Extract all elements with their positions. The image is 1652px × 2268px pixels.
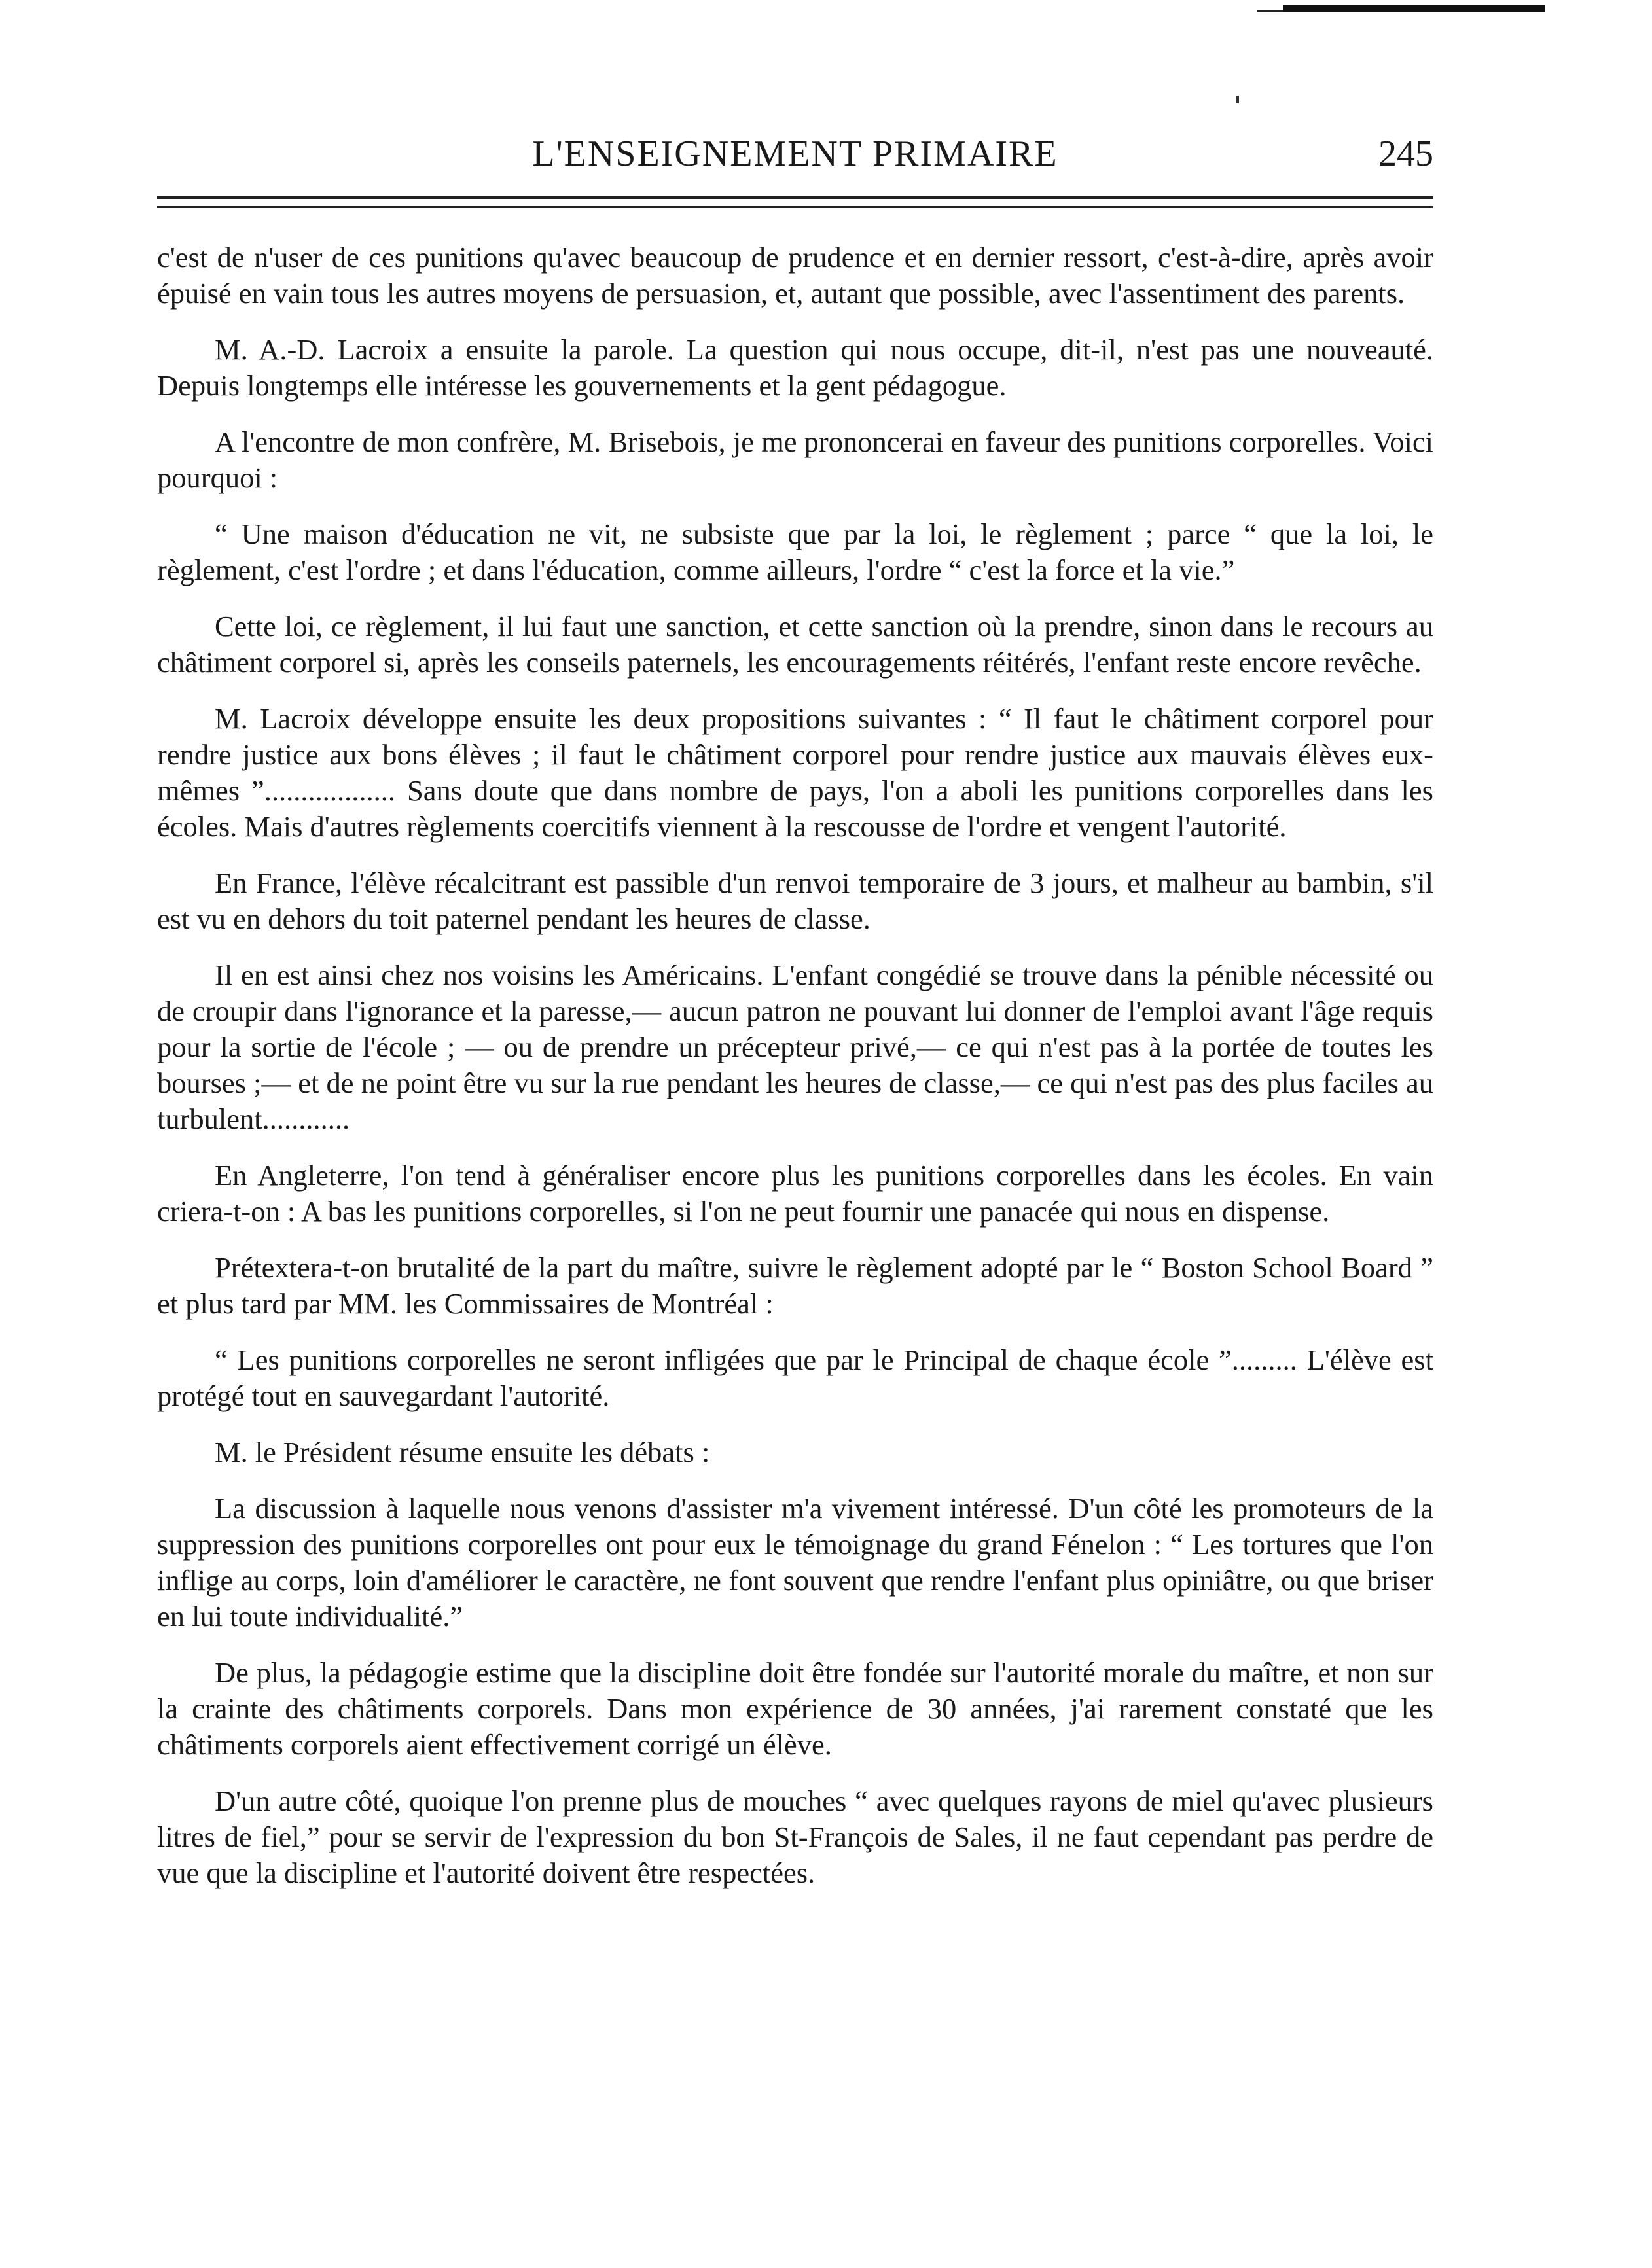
header-double-rule (157, 196, 1433, 208)
running-title: L'ENSEIGNEMENT PRIMAIRE (532, 133, 1058, 174)
paragraph-pedagogie: De plus, la pédagogie estime que la discipline doit être fondée sur l'autorité morale du maître, et non sur la crainte des châtiments corporels. Dans mon expérience de 30 années, j'ai rarement constaté que les châtiments corporels aient effectivement corrigé un élève. (157, 1656, 1433, 1761)
paragraph-autre-cote: D'un autre côté, quoique l'on prenne plus de mouches “ avec quelques rayons de miel qu'avec plusieurs litres de fiel,” pour se servir de l'expression du bon St-François de Sales, il ne faut cependant pas perdre de vue que la discipline et l'autorité doivent être respectées. (157, 1784, 1433, 1889)
quote-maison-education: “ Une maison d'éducation ne vit, ne subsiste que par la loi, le règlement ; parce “ que la loi, le règlement, c'est l'ordre ; et dans l'éducation, comme ailleurs, l'ordre “ c'est la force et la vie.” (157, 518, 1433, 586)
paragraph-france: En France, l'élève récalcitrant est passible d'un renvoi temporaire de 3 jours, et malheur au bambin, s'il est vu en dehors du toit paternel pendant les heures de classe. (157, 866, 1433, 935)
body-text (157, 239, 1433, 1911)
paragraph-discussion: La discussion à laquelle nous venons d'assister m'a vivement intéressé. D'un côté les promoteurs de la suppression des punitions corporelles ont pour eux le témoignage du grand Fénelon : “ Les tortures que l'on inflige au corps, loin d'améliorer le caractère, ne font souvent que rendre l'enfant plus opiniâtre, ou que briser en lui toute individualité.” (157, 1492, 1433, 1633)
paragraph-sanction: Cette loi, ce règlement, il lui faut une sanction, et cette sanction où la prendre, sinon dans le recours au châtiment corporel si, après les conseils paternels, les encouragements réitérés, l'enfant reste encore revêche. (157, 610, 1433, 679)
page-number: 245 (1378, 133, 1433, 174)
print-speck (1236, 96, 1239, 103)
paragraph-americains: Il en est ainsi chez nos voisins les Américains. L'enfant congédié se trouve dans la pénible nécessité ou de croupir dans l'ignorance et la paresse,— aucun patron ne pouvant lui donner de l'emploi avant l'âge requis pour la sortie de l'école ; — ou de prendre un précepteur privé,— ce qui n'est pas à la portée de toutes les bourses ;— et de ne point être vu sur la rue pendant les heures de classe,— ce qui n'est pas des plus faciles au turbulent............ (157, 959, 1433, 1135)
paragraph-continuation: c'est de n'user de ces punitions qu'avec beaucoup de prudence et en dernier ressort, c'est-à-dire, après avoir épuisé en vain tous les autres moyens de persuasion, et, autant que possible, avec l'assentiment des parents. (157, 241, 1433, 310)
paragraph-brisebois: A l'encontre de mon confrère, M. Brisebois, je me prononcerai en faveur des punitions corporelles. Voici pourquoi : (157, 425, 1433, 494)
corner-rule (1283, 5, 1545, 14)
paragraph-pretextera: Prétextera-t-on brutalité de la part du maître, suivre le règlement adopté par le “ Boston School Board ” et plus tard par MM. les Commissaires de Montréal : (157, 1251, 1433, 1320)
running-head (157, 124, 1433, 183)
paragraph-angleterre: En Angleterre, l'on tend à généraliser encore plus les punitions corporelles dans les écoles. En vain criera-t-on : A bas les punitions corporelles, si l'on ne peut fournir une panacée qui nous en dispense. (157, 1159, 1433, 1228)
quote-principal: “ Les punitions corporelles ne seront infligées que par le Principal de chaque école ”......... L'élève est protégé tout en sauvegardant l'autorité. (157, 1343, 1433, 1412)
paragraph-lacroix-intro: M. A.-D. Lacroix a ensuite la parole. La question qui nous occupe, dit-il, n'est pas une nouveauté. Depuis longtemps elle intéresse les gouvernements et la gent pédagogue. (157, 333, 1433, 402)
paragraph-president: M. le Président résume ensuite les débats : (215, 1436, 710, 1468)
paragraph-propositions: M. Lacroix développe ensuite les deux propositions suivantes : “ Il faut le châtiment corporel pour rendre justice aux bons élèves ; il faut le châtiment corporel pour rendre justice aux mauvais élèves eux-mêmes ”.................. Sans doute que dans nombre de pays, l'on a aboli les punitions corporelles dans les écoles. Mais d'autres règlements coercitifs viennent à la rescousse de l'ordre et vengent l'autorité. (157, 702, 1433, 843)
